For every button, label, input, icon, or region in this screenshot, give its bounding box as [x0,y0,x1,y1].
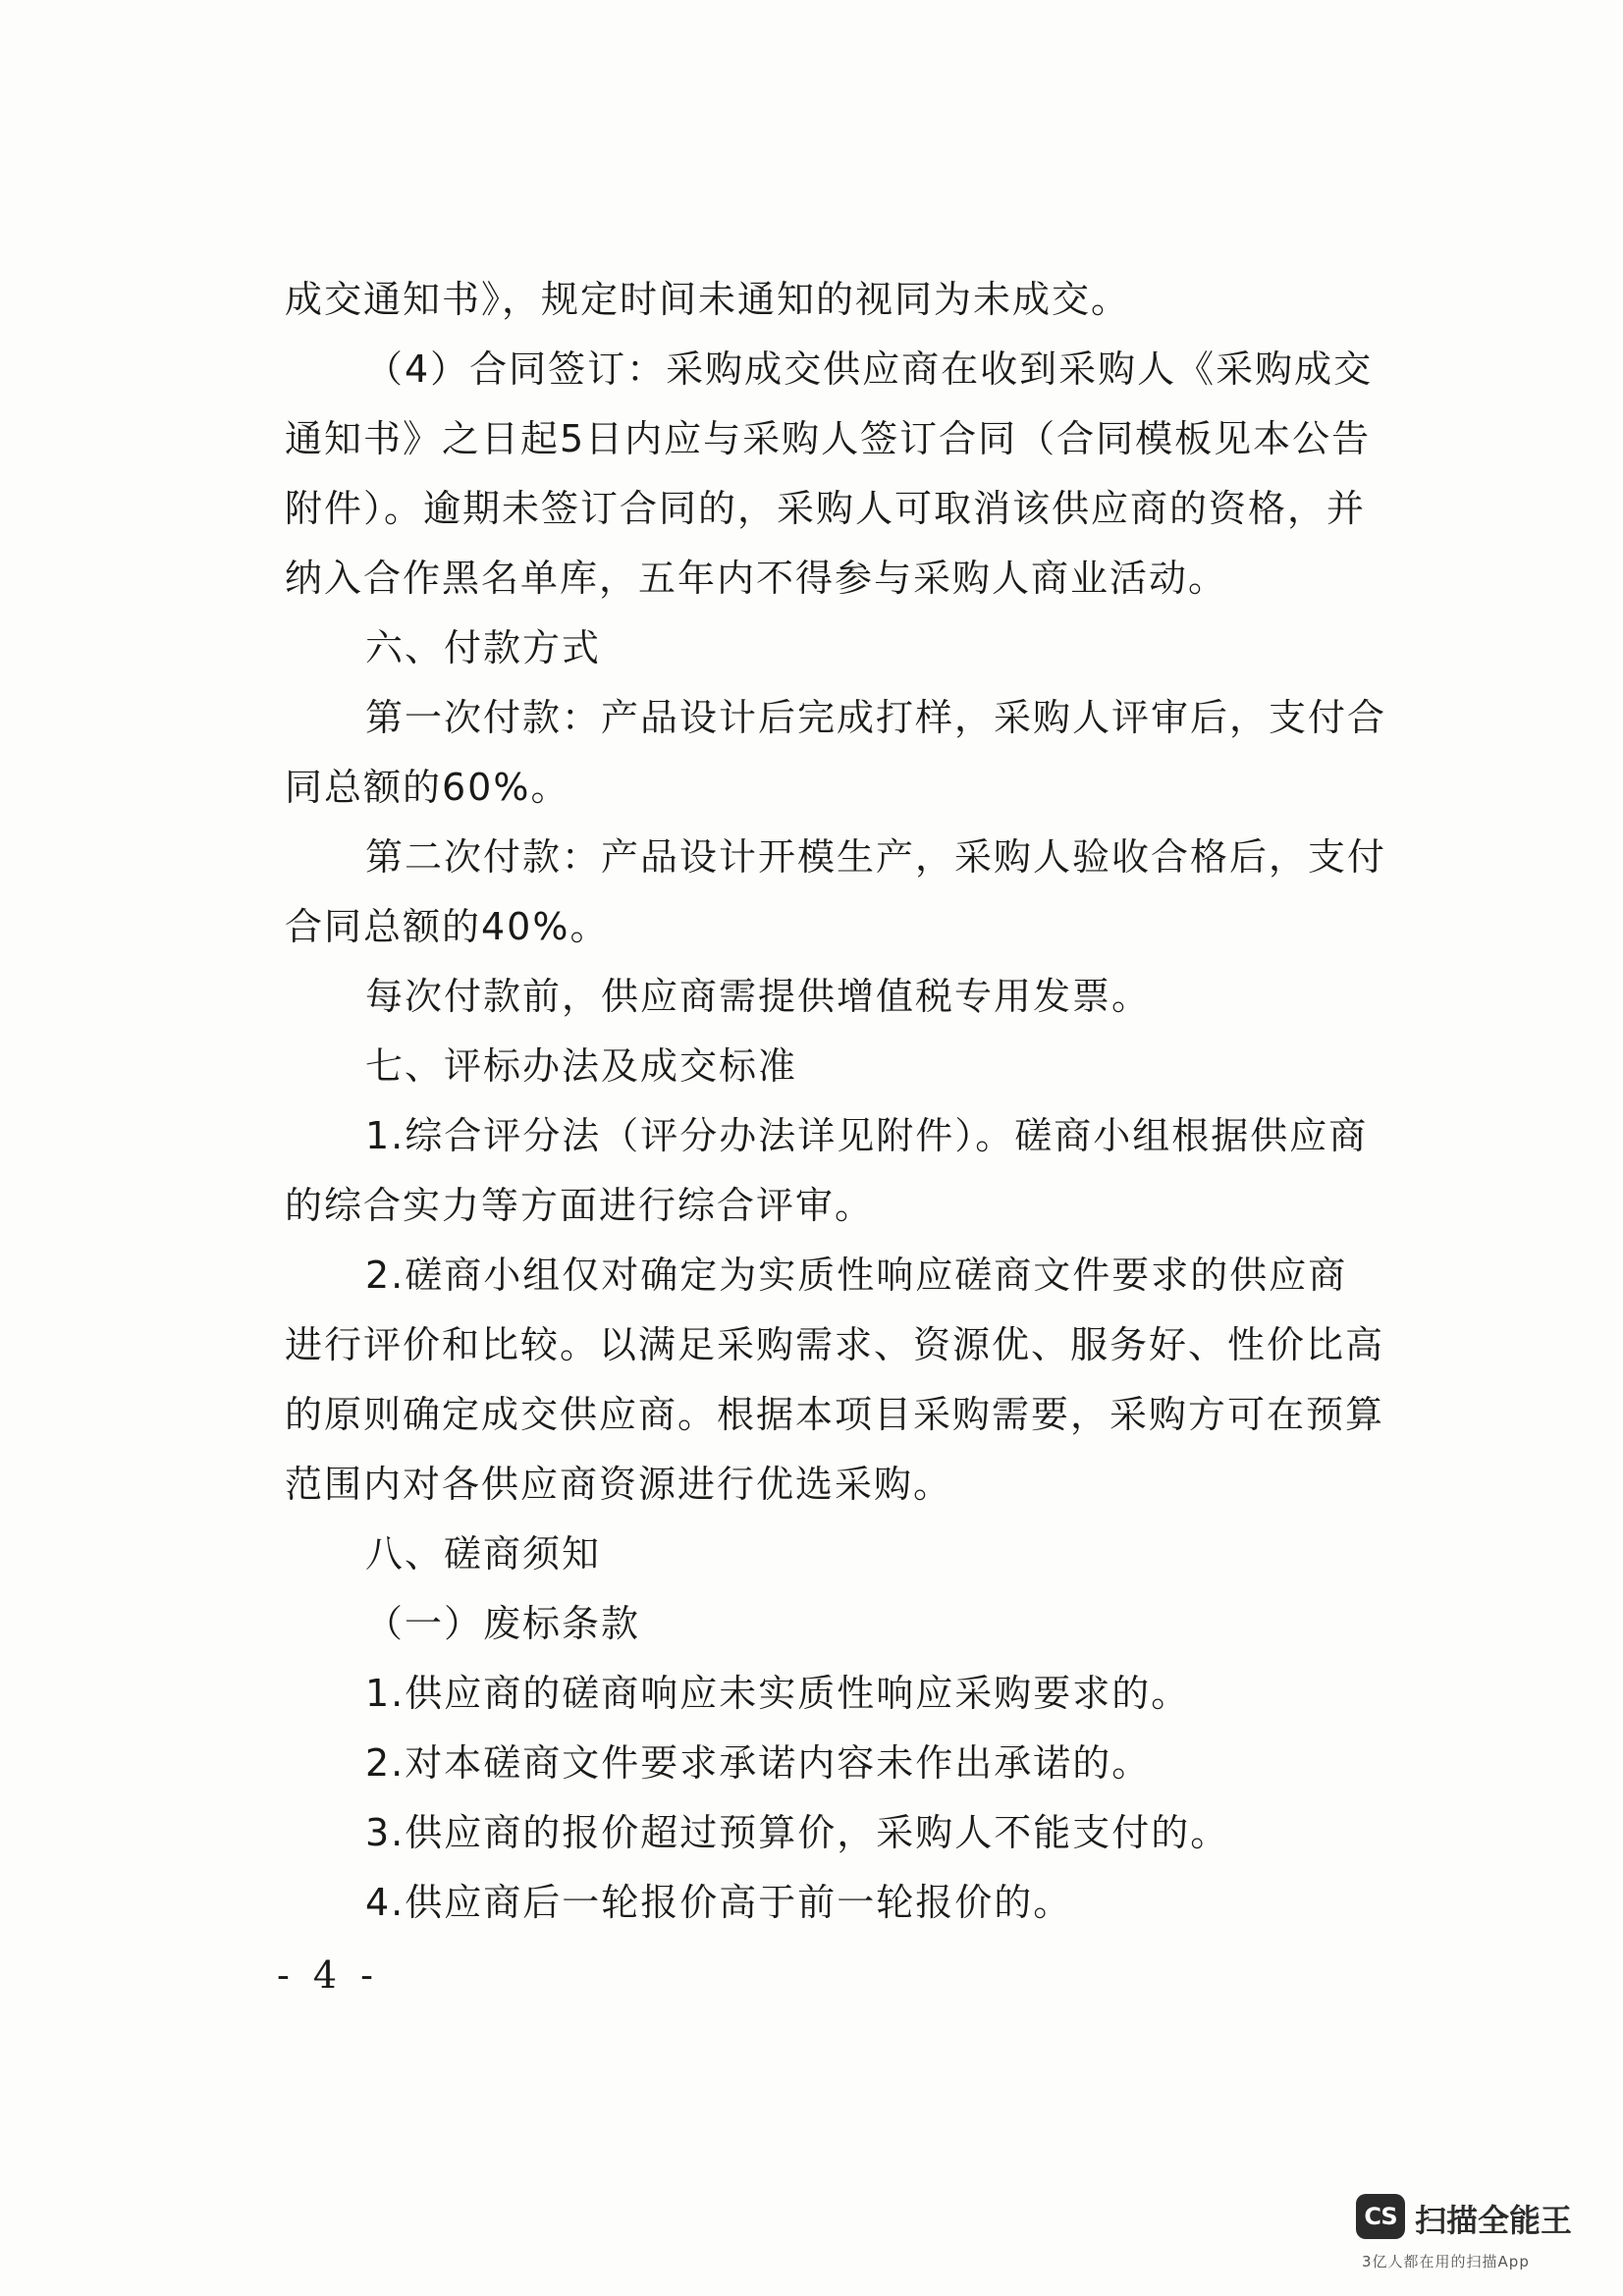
text-line: 1.供应商的磋商响应未实质性响应采购要求的。 [365,1672,1191,1715]
text-line: 每次付款前，供应商需提供增值税专用发票。 [365,975,1152,1018]
text-line: （4）合同签订：采购成交供应商在收到采购人《采购成交 [365,347,1374,391]
subsection-heading: （一）废标条款 [365,1602,641,1645]
text-line: 成交通知书》，规定时间未通知的视同为未成交。 [285,278,1131,321]
text-line: 范围内对各供应商资源进行优选采购。 [285,1463,953,1506]
camscanner-logo-icon: CS [1356,2194,1405,2239]
watermark-app-name: 扫描全能王 [1415,2202,1573,2239]
section-heading: 六、付款方式 [365,626,602,669]
text-line: 纳入合作黑名单库，五年内不得参与采购人商业活动。 [285,557,1228,600]
text-line: 4.供应商后一轮报价高于前一轮报价的。 [365,1881,1073,1924]
text-line: 同总额的60%。 [285,766,570,809]
text-line: 附件）。逾期未签订合同的，采购人可取消该供应商的资格，并 [285,487,1367,530]
text-line: 第二次付款：产品设计开模生产，采购人验收合格后，支付 [365,835,1387,879]
scanner-watermark [1356,2188,1601,2282]
text-line: 2.磋商小组仅对确定为实质性响应磋商文件要求的供应商 [365,1254,1348,1297]
text-line: 的原则确定成交供应商。根据本项目采购需要，采购方可在预算 [285,1393,1385,1436]
text-line: 的综合实力等方面进行综合评审。 [285,1184,875,1227]
text-line: 2.对本磋商文件要求承诺内容未作出承诺的。 [365,1741,1152,1785]
page-number: - 4 - [277,1953,380,1997]
section-heading: 八、磋商须知 [365,1532,602,1575]
text-line: 通知书》之日起5日内应与采购人签订合同（合同模板见本公告 [285,417,1372,460]
text-line: 第一次付款：产品设计后完成打样，采购人评审后，支付合 [365,696,1387,739]
document-body [285,265,1387,1938]
watermark-slogan: 3亿人都在用的扫描App [1362,2253,1530,2270]
text-line: 3.供应商的报价超过预算价，采购人不能支付的。 [365,1811,1230,1854]
text-line: 1.综合评分法（评分办法详见附件）。磋商小组根据供应商 [365,1114,1369,1157]
text-line: 进行评价和比较。以满足采购需求、资源优、服务好、性价比高 [285,1323,1385,1366]
section-heading: 七、评标办法及成交标准 [365,1044,798,1088]
text-line: 合同总额的40%。 [285,905,610,948]
